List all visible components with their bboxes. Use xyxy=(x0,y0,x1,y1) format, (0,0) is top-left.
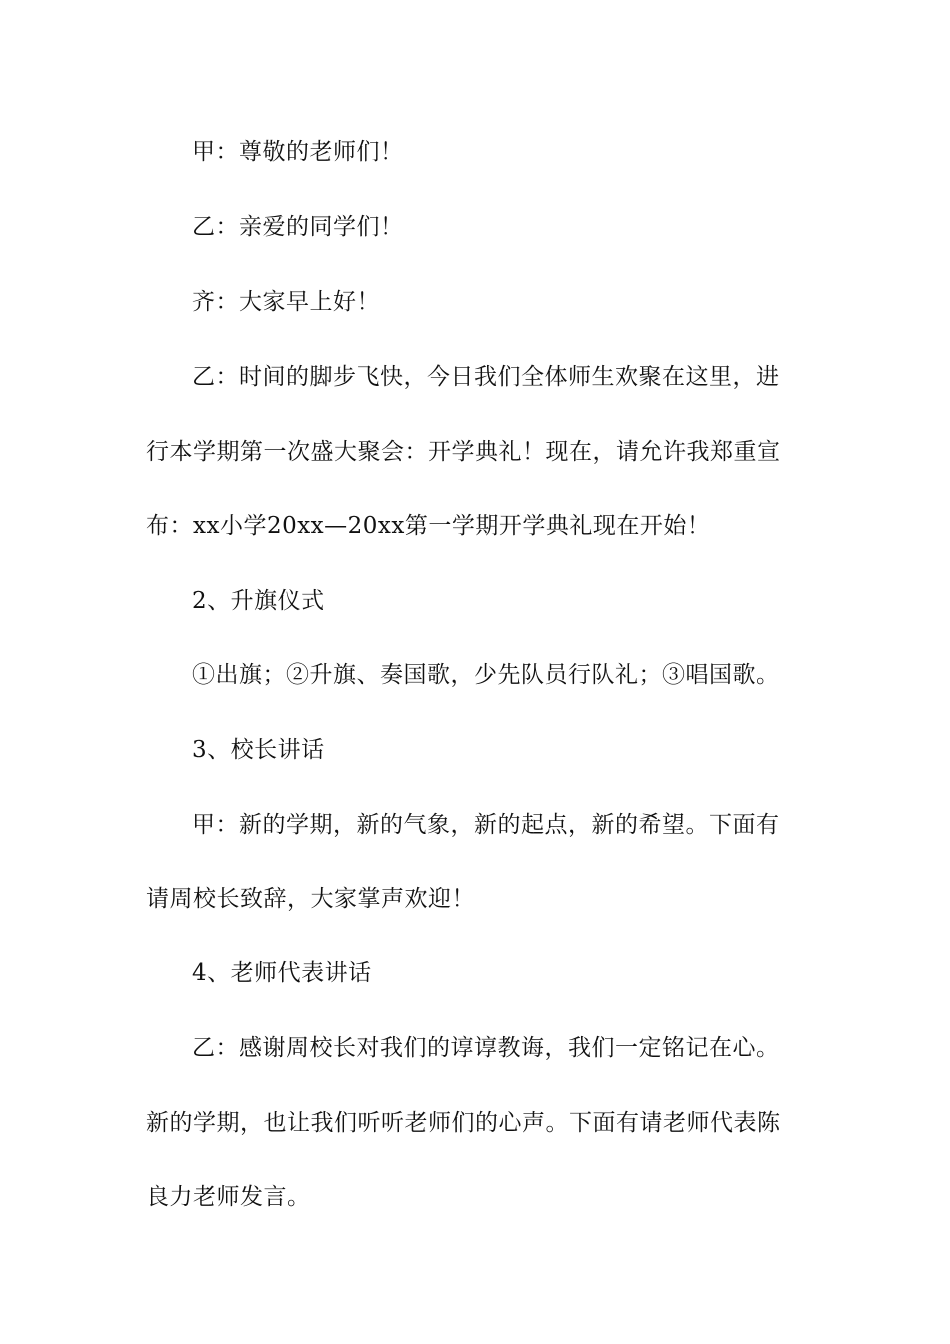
text-line-teacher-intro-1: 乙：感谢周校长对我们的谆谆教诲，我们一定铭记在心。 xyxy=(192,1035,780,1061)
text-line-flag-steps: ①出旗；②升旗、奏国歌，少先队员行队礼；③唱国歌。 xyxy=(192,662,780,688)
text-line-greeting-students: 乙：亲爱的同学们！ xyxy=(192,214,404,240)
text-line-principal-intro-1: 甲：新的学期，新的气象，新的起点，新的希望。下面有 xyxy=(192,812,780,838)
text-line-opening-3: 布：xx小学20xx—20xx第一学期开学典礼现在开始！ xyxy=(146,513,711,539)
text-line-greeting-all: 齐：大家早上好！ xyxy=(192,289,380,315)
text-line-greeting-teachers: 甲：尊敬的老师们！ xyxy=(192,139,404,165)
section-heading-principal-speech: 3、校长讲话 xyxy=(192,737,325,763)
section-heading-flag-ceremony: 2、升旗仪式 xyxy=(192,588,325,614)
text-line-principal-intro-2: 请周校长致辞，大家掌声欢迎！ xyxy=(146,886,475,912)
text-line-opening-1: 乙：时间的脚步飞快，今日我们全体师生欢聚在这里，进 xyxy=(192,364,780,390)
text-line-opening-2: 行本学期第一次盛大聚会：开学典礼！现在，请允许我郑重宣 xyxy=(146,439,781,465)
text-line-teacher-intro-2: 新的学期，也让我们听听老师们的心声。下面有请老师代表陈 xyxy=(146,1110,781,1136)
text-line-teacher-intro-3: 良力老师发言。 xyxy=(146,1184,311,1210)
section-heading-teacher-speech: 4、老师代表讲话 xyxy=(192,960,372,986)
